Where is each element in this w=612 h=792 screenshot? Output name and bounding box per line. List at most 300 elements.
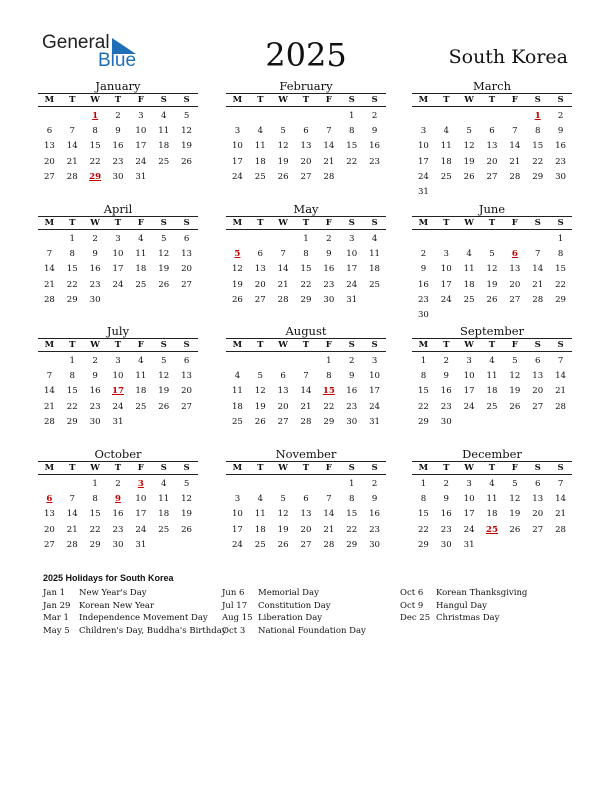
day: 11 [254,141,266,152]
day: 26 [509,524,521,535]
day: 13 [181,249,193,260]
day-grid [38,354,198,447]
day: 7 [512,126,518,137]
weekday-label: S [160,95,167,105]
day: 26 [277,539,289,550]
weekday-label: T [257,340,264,350]
day: 7 [557,356,564,366]
day: 14 [555,371,567,382]
holiday-row [400,612,527,625]
empty-day [272,354,295,369]
weekday-header [412,93,572,107]
day: 11 [135,249,147,260]
day: 29 [323,416,335,427]
day: 21 [43,401,55,412]
day: 30 [112,171,124,182]
day: 19 [277,156,289,167]
day: 7 [326,126,332,137]
day: 15 [66,386,78,397]
day: 6 [183,356,190,366]
month-october [38,447,198,570]
weekday-label: F [137,463,144,473]
weekday-label: T [302,463,310,473]
weekday-label: M [232,463,243,473]
day: 7 [280,249,286,260]
day: 16 [369,141,381,152]
day: 22 [346,156,358,167]
day: 18 [440,156,452,167]
day: 18 [486,509,498,520]
holiday-date: May 5 [43,625,70,636]
empty-day [412,232,435,247]
day: 23 [323,279,335,290]
day: 15 [300,264,312,275]
day: 19 [486,279,498,290]
day: 31 [369,416,381,427]
day: 13 [509,264,521,275]
day: 1 [557,234,564,244]
day: 7 [46,249,53,260]
day: 24 [135,524,147,535]
weekday-label: M [232,340,243,350]
day: 20 [300,524,312,535]
day: 3 [371,356,378,366]
day: 4 [466,249,472,260]
month-march [412,79,572,202]
day: 23 [417,294,429,305]
empty-day [526,232,549,247]
holidays-title: 2025 Holidays for South Korea [43,573,174,583]
day: 14 [43,264,55,275]
weekday-header [412,216,572,230]
day: 17 [135,509,147,520]
day: 30 [417,309,429,320]
day: 23 [89,279,101,290]
day: 18 [135,386,147,397]
month-name: June [478,202,506,216]
day: 22 [89,156,101,167]
day: 6 [303,494,309,505]
day: 28 [323,539,335,550]
weekday-label: S [348,95,355,105]
day: 1 [420,479,427,489]
empty-day [249,232,272,247]
empty-day [458,232,481,247]
day: 19 [231,279,243,290]
day: 1 [92,479,98,489]
empty-day [249,109,272,124]
day: 9 [92,371,98,382]
weekday-label: T [114,463,122,473]
holiday-name: New Year's Day [79,588,147,598]
day: 17 [417,156,429,167]
day: 8 [420,371,427,382]
weekday-label: W [90,218,100,228]
holiday-name: Christmas Day [436,613,500,623]
month-december [412,447,572,570]
day: 10 [112,249,124,260]
day: 8 [69,371,75,382]
day: 22 [555,279,567,290]
weekday-label: F [511,218,518,228]
day: 11 [135,371,147,382]
day: 2 [371,479,378,489]
day: 29 [417,416,429,427]
day: 18 [463,279,475,290]
day: 16 [323,264,335,275]
day-grid [226,477,386,570]
day: 22 [66,279,78,290]
day: 29 [66,416,78,427]
weekday-label: M [418,340,429,350]
weekday-label: T [443,95,450,105]
day: 7 [303,371,309,382]
day: 2 [443,479,449,489]
day: 12 [181,126,193,137]
day: 9 [92,249,98,260]
day: 7 [326,494,332,505]
month-april [38,202,198,325]
day-grid [412,109,572,202]
day: 9 [115,126,121,137]
day: 24 [463,524,475,535]
day: 22 [417,401,429,412]
day: 7 [534,249,541,260]
day: 24 [112,279,124,290]
day: 16 [112,141,124,152]
day: 14 [277,264,289,275]
day: 12 [277,141,289,152]
day: 12 [158,249,170,260]
day: 2 [115,479,121,489]
day: 17 [346,264,358,275]
day: 6 [183,234,190,244]
day: 18 [135,264,147,275]
weekday-header [412,461,572,475]
empty-day [295,354,318,369]
holiday-name: Independence Movement Day [79,613,208,623]
empty-day [458,109,481,124]
month-name: November [275,447,337,461]
weekday-label: F [325,218,332,228]
weekday-label: W [464,340,474,350]
month-name: March [473,79,511,93]
day: 18 [254,156,266,167]
empty-day [61,477,84,492]
day: 13 [486,141,498,152]
day: 27 [43,171,55,182]
weekday-label: W [464,95,474,105]
day: 3 [466,479,472,489]
day: 28 [555,524,567,535]
weekday-label: T [302,218,310,228]
day: 3 [420,126,427,137]
day: 21 [323,524,335,535]
empty-day [272,477,295,492]
holiday-date: Jul 17 [222,600,248,611]
weekday-label: M [44,340,55,350]
holiday-date: Mar 1 [43,613,69,623]
day: 10 [112,371,124,382]
day: 28 [509,171,521,182]
holiday-day: 29 [89,171,102,182]
holiday-row [222,587,366,600]
day: 25 [254,171,266,182]
weekday-label: S [183,463,190,473]
day: 21 [43,279,55,290]
day: 28 [43,416,55,427]
day: 12 [158,371,170,382]
day: 3 [443,249,449,260]
holiday-date: Jun 6 [222,588,245,598]
day: 18 [158,509,170,520]
day: 25 [158,156,170,167]
holiday-column [43,587,227,637]
day: 8 [557,249,564,260]
weekday-label: M [44,218,55,228]
day: 13 [254,264,266,275]
weekday-label: S [534,218,541,228]
day: 11 [440,141,452,152]
weekday-label: M [232,95,243,105]
weekday-label: T [443,340,450,350]
day: 3 [115,234,121,244]
day: 11 [231,386,243,397]
day: 20 [181,386,193,397]
day: 25 [369,279,381,290]
day: 30 [323,294,335,305]
day: 26 [181,156,193,167]
day: 9 [557,126,564,137]
day: 15 [417,509,429,520]
month-name: April [103,202,133,216]
day: 2 [443,356,449,366]
weekday-label: T [69,95,76,105]
day: 22 [66,401,78,412]
weekday-label: W [278,340,288,350]
holiday-day: 6 [511,249,518,260]
holiday-row [43,587,227,600]
empty-day [295,477,318,492]
day-grid [226,109,386,202]
day: 16 [440,509,452,520]
day: 12 [181,494,193,505]
day: 19 [158,386,170,397]
day: 30 [555,171,567,182]
weekday-label: T [302,340,310,350]
empty-day [38,109,61,124]
day: 22 [346,524,358,535]
weekday-label: F [325,95,332,105]
weekday-header [38,338,198,352]
month-name: February [279,79,333,93]
day: 11 [158,494,170,505]
day: 25 [254,539,266,550]
day: 20 [43,156,55,167]
day: 6 [280,371,286,382]
day: 23 [89,401,101,412]
day: 27 [532,524,544,535]
day: 10 [369,371,381,382]
day: 4 [138,234,144,244]
weekday-label: M [418,218,429,228]
day: 8 [348,126,355,137]
day: 10 [463,371,475,382]
weekday-label: S [160,340,167,350]
empty-day [435,109,458,124]
day-grid [38,109,198,202]
holiday-name: Memorial Day [258,588,319,598]
month-september [412,324,572,447]
day: 8 [92,126,98,137]
day: 21 [323,156,335,167]
day: 30 [346,416,358,427]
day: 19 [158,264,170,275]
holiday-row [400,587,527,600]
weekday-label: S [348,340,355,350]
day: 26 [486,294,498,305]
holiday-day: 15 [322,386,335,397]
day: 1 [69,356,75,366]
day: 12 [486,264,498,275]
day: 2 [348,356,355,366]
day: 27 [43,539,55,550]
day: 14 [66,509,78,520]
day: 23 [112,156,124,167]
empty-day [249,354,272,369]
holiday-name: Liberation Day [258,613,323,623]
holiday-day: 17 [112,386,124,397]
day: 16 [440,386,452,397]
day: 23 [555,156,567,167]
day: 15 [66,264,78,275]
weekday-label: S [371,218,378,228]
day: 15 [555,264,567,275]
weekday-label: S [183,218,190,228]
day: 30 [440,416,452,427]
holiday-day: 3 [137,479,144,489]
day: 20 [300,156,312,167]
weekday-label: W [464,463,474,473]
day: 10 [231,509,243,520]
empty-day [61,109,84,124]
day: 14 [300,386,312,397]
day: 17 [112,264,124,275]
weekday-label: T [488,340,496,350]
day: 15 [89,509,101,520]
month-may [226,202,386,325]
day: 29 [300,294,312,305]
day: 11 [463,264,475,275]
day: 18 [486,386,498,397]
weekday-label: W [278,463,288,473]
weekday-label: T [443,463,450,473]
day: 25 [440,171,452,182]
day: 12 [231,264,243,275]
day: 16 [89,264,101,275]
day: 15 [532,141,544,152]
empty-day [412,109,435,124]
weekday-header [226,461,386,475]
day: 6 [257,249,263,260]
weekday-label: T [257,463,264,473]
day: 20 [532,509,544,520]
empty-day [503,232,526,247]
day: 11 [486,494,498,505]
day: 24 [135,156,147,167]
weekday-label: T [257,95,264,105]
empty-day [38,232,61,247]
day: 5 [160,356,167,366]
day: 3 [115,356,121,366]
day: 20 [486,156,498,167]
weekday-header [226,93,386,107]
day: 14 [323,141,335,152]
day: 25 [135,401,147,412]
holiday-day: 6 [46,494,53,505]
day: 17 [231,524,243,535]
month-name: August [285,324,327,338]
empty-day [226,354,249,369]
day: 27 [300,539,312,550]
weekday-label: W [278,218,288,228]
weekday-label: T [488,463,496,473]
weekday-label: M [44,463,55,473]
day: 13 [300,141,312,152]
weekday-header [412,338,572,352]
day: 29 [89,539,101,550]
day: 5 [512,356,518,366]
day-grid [38,477,198,570]
holiday-name: Korean Thanksgiving [436,588,528,598]
empty-day [317,109,340,124]
day: 5 [183,111,190,121]
day: 21 [555,509,567,520]
day: 27 [277,416,289,427]
day-grid [226,232,386,325]
day: 1 [348,479,355,489]
empty-day [435,232,458,247]
day: 1 [326,356,332,366]
day: 5 [489,249,495,260]
holiday-row [222,612,366,625]
weekday-label: S [371,463,378,473]
day: 7 [69,126,75,137]
day: 20 [277,401,289,412]
weekday-label: S [371,340,378,350]
day: 28 [532,294,544,305]
day: 1 [69,234,75,244]
day: 4 [443,126,449,137]
day: 19 [181,141,193,152]
empty-day [249,477,272,492]
holiday-day: 25 [486,524,498,535]
day: 26 [254,416,266,427]
empty-day [317,477,340,492]
day: 27 [300,171,312,182]
holiday-date: Jan 29 [43,600,71,611]
day: 21 [509,156,521,167]
month-july [38,324,198,447]
day: 23 [440,401,452,412]
day: 5 [512,479,518,489]
holiday-column [400,587,527,625]
day: 27 [181,279,193,290]
weekday-label: F [137,95,144,105]
day-grid [412,232,572,325]
day: 12 [509,371,521,382]
day: 6 [303,126,309,137]
